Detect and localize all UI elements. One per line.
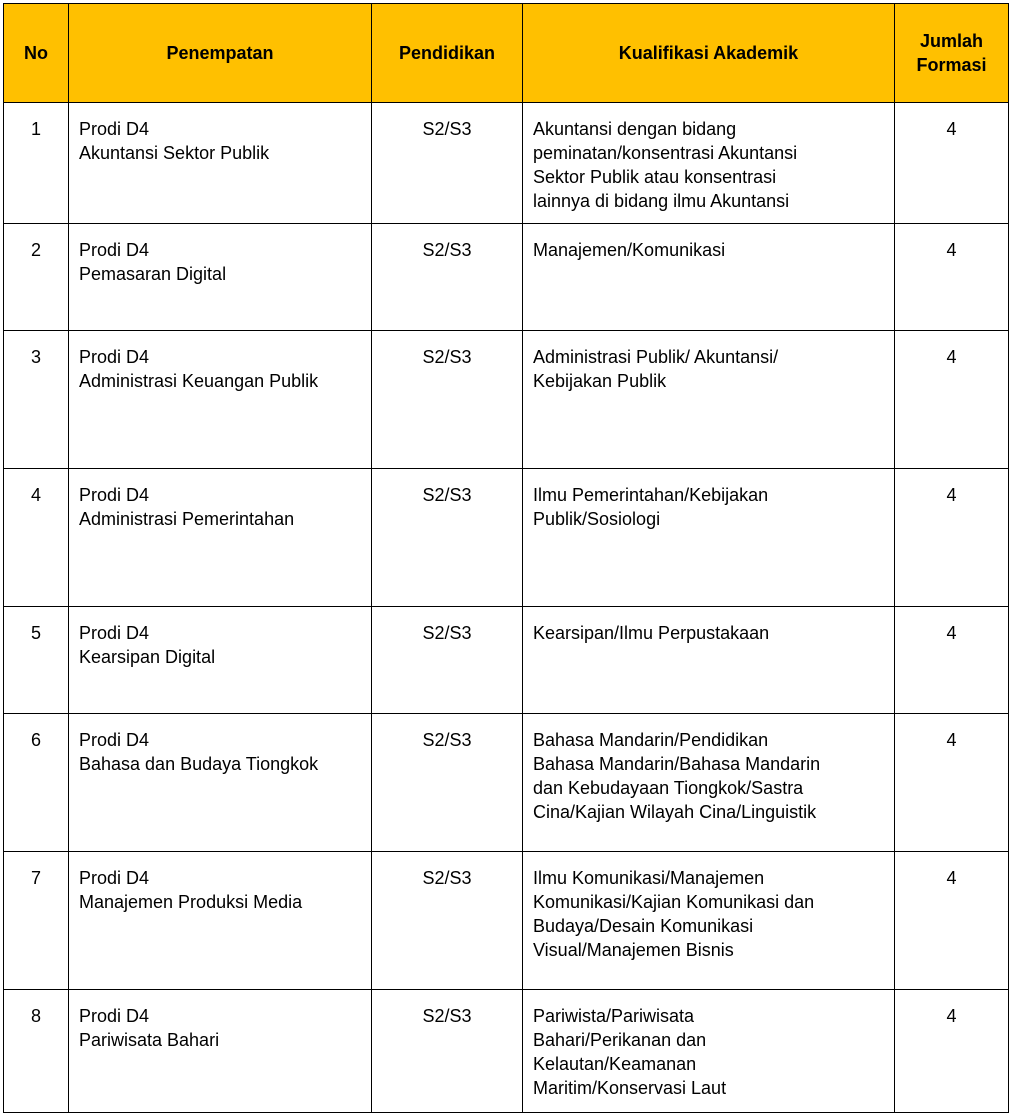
cell-kualifikasi (523, 852, 895, 990)
kualifikasi-line: Cina/Kajian Wilayah Cina/Linguistik (533, 802, 817, 822)
table-row (4, 469, 1009, 607)
penempatan-line: Prodi D4 (79, 730, 150, 750)
kualifikasi-line: Visual/Manajemen Bisnis (533, 940, 734, 960)
kualifikasi-line: Sektor Publik atau konsentrasi (533, 167, 777, 187)
cell-jumlah: 4 (895, 224, 1009, 331)
cell-kualifikasi (523, 714, 895, 852)
header-row (4, 4, 1009, 103)
cell-no: 3 (4, 331, 69, 469)
cell-no: 4 (4, 469, 69, 607)
penempatan-line: Manajemen Produksi Media (79, 892, 303, 912)
penempatan-line: Prodi D4 (79, 240, 150, 260)
cell-no: 1 (4, 103, 69, 224)
cell-penempatan (69, 607, 372, 714)
cell-jumlah: 4 (895, 607, 1009, 714)
cell-jumlah: 4 (895, 103, 1009, 224)
cell-no: 8 (4, 990, 69, 1113)
table-header (4, 4, 1009, 103)
cell-pendidikan: S2/S3 (372, 990, 523, 1113)
cell-no: 6 (4, 714, 69, 852)
kualifikasi-line: peminatan/konsentrasi Akuntansi (533, 143, 798, 163)
cell-kualifikasi (523, 469, 895, 607)
formasi-table (3, 3, 1009, 1113)
header-penempatan: Penempatan (69, 4, 372, 103)
cell-jumlah: 4 (895, 714, 1009, 852)
cell-kualifikasi (523, 103, 895, 224)
penempatan-line: Prodi D4 (79, 868, 150, 888)
kualifikasi-line: Kearsipan/Ilmu Perpustakaan (533, 623, 770, 643)
table-row (4, 103, 1009, 224)
penempatan-line: Prodi D4 (79, 119, 150, 139)
kualifikasi-line: Maritim/Konservasi Laut (533, 1078, 727, 1098)
table-row (4, 607, 1009, 714)
table-row (4, 852, 1009, 990)
penempatan-line: Administrasi Keuangan Publik (79, 371, 319, 391)
cell-kualifikasi (523, 607, 895, 714)
penempatan-line: Pemasaran Digital (79, 264, 227, 284)
cell-pendidikan: S2/S3 (372, 852, 523, 990)
header-kualifikasi: Kualifikasi Akademik (523, 4, 895, 103)
cell-no: 5 (4, 607, 69, 714)
cell-penempatan (69, 224, 372, 331)
cell-pendidikan: S2/S3 (372, 103, 523, 224)
penempatan-line: Bahasa dan Budaya Tiongkok (79, 754, 319, 774)
penempatan-line: Administrasi Pemerintahan (79, 509, 295, 529)
penempatan-line: Pariwisata Bahari (79, 1030, 220, 1050)
kualifikasi-line: Komunikasi/Kajian Komunikasi dan (533, 892, 815, 912)
cell-no: 2 (4, 224, 69, 331)
header-jumlah-line-2: Formasi (916, 55, 987, 75)
kualifikasi-line: Bahari/Perikanan dan (533, 1030, 707, 1050)
kualifikasi-line: Publik/Sosiologi (533, 509, 661, 529)
cell-penempatan (69, 103, 372, 224)
kualifikasi-line: Ilmu Pemerintahan/Kebijakan (533, 485, 769, 505)
penempatan-line: Akuntansi Sektor Publik (79, 143, 270, 163)
cell-penempatan (69, 469, 372, 607)
cell-jumlah: 4 (895, 469, 1009, 607)
cell-jumlah: 4 (895, 990, 1009, 1113)
header-no: No (4, 4, 69, 103)
table-row (4, 990, 1009, 1113)
kualifikasi-line: Pariwista/Pariwisata (533, 1006, 695, 1026)
kualifikasi-line: Manajemen/Komunikasi (533, 240, 726, 260)
kualifikasi-line: Administrasi Publik/ Akuntansi/ (533, 347, 779, 367)
penempatan-line: Prodi D4 (79, 623, 150, 643)
header-pendidikan: Pendidikan (372, 4, 523, 103)
kualifikasi-line: lainnya di bidang ilmu Akuntansi (533, 191, 790, 211)
kualifikasi-line: dan Kebudayaan Tiongkok/Sastra (533, 778, 804, 798)
cell-no: 7 (4, 852, 69, 990)
cell-penempatan (69, 990, 372, 1113)
penempatan-line: Kearsipan Digital (79, 647, 216, 667)
penempatan-line: Prodi D4 (79, 1006, 150, 1026)
kualifikasi-line: Bahasa Mandarin/Bahasa Mandarin (533, 754, 821, 774)
header-jumlah-formasi (895, 4, 1009, 103)
cell-jumlah: 4 (895, 852, 1009, 990)
cell-jumlah: 4 (895, 331, 1009, 469)
cell-pendidikan: S2/S3 (372, 469, 523, 607)
cell-penempatan (69, 331, 372, 469)
cell-pendidikan: S2/S3 (372, 224, 523, 331)
cell-kualifikasi (523, 331, 895, 469)
cell-penempatan (69, 852, 372, 990)
header-jumlah-line-1: Jumlah (919, 31, 984, 51)
cell-pendidikan: S2/S3 (372, 331, 523, 469)
cell-penempatan (69, 714, 372, 852)
table-row (4, 714, 1009, 852)
cell-pendidikan: S2/S3 (372, 607, 523, 714)
table-row (4, 331, 1009, 469)
table-body (4, 103, 1009, 1113)
penempatan-line: Prodi D4 (79, 347, 150, 367)
kualifikasi-line: Budaya/Desain Komunikasi (533, 916, 754, 936)
kualifikasi-line: Akuntansi dengan bidang (533, 119, 737, 139)
penempatan-line: Prodi D4 (79, 485, 150, 505)
kualifikasi-line: Kebijakan Publik (533, 371, 667, 391)
kualifikasi-line: Ilmu Komunikasi/Manajemen (533, 868, 765, 888)
table-row (4, 224, 1009, 331)
cell-pendidikan: S2/S3 (372, 714, 523, 852)
cell-kualifikasi (523, 990, 895, 1113)
kualifikasi-line: Kelautan/Keamanan (533, 1054, 697, 1074)
cell-kualifikasi (523, 224, 895, 331)
kualifikasi-line: Bahasa Mandarin/Pendidikan (533, 730, 769, 750)
